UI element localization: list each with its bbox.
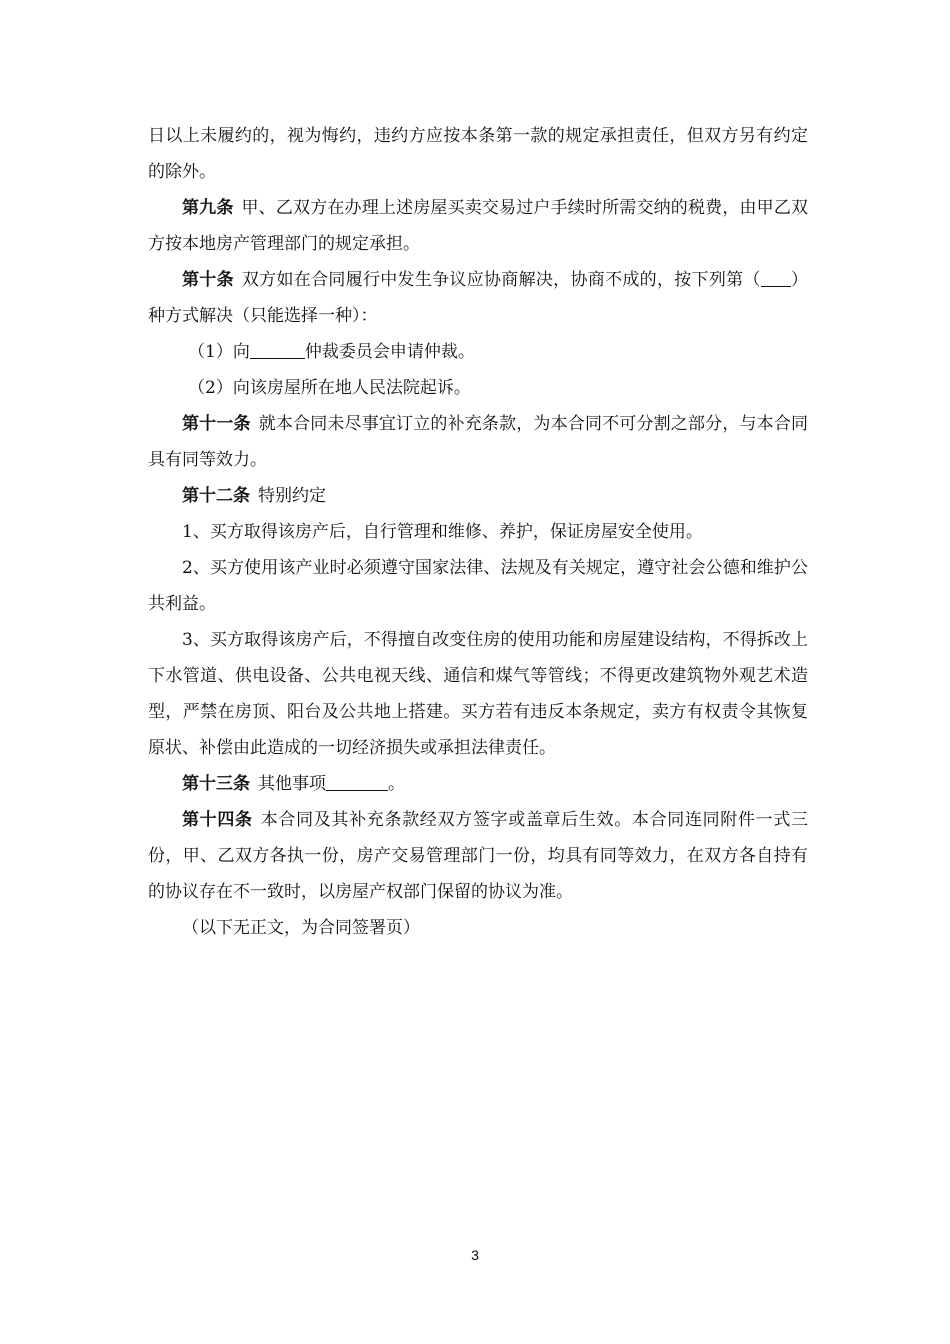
article-14 [148, 802, 808, 910]
article-9 [148, 190, 808, 262]
article-13-text: 其他事项 [258, 774, 326, 794]
paragraph-continuation: 日以上未履约的，视为悔约，违约方应按本条第一款的规定承担责任，但双方另有约定的除外。 [148, 126, 808, 182]
article-10-text-1: 双方如在合同履行中发生争议应协商解决，协商不成的，按下列第（ [241, 270, 761, 290]
article-14-text: 本合同及其补充条款经双方签字或盖章后生效。本合同连同附件一式三份，甲、乙双方各执一份，房产交易管理部门一份，均具有同等效力，在双方各自持有的协议存在不一致时，以房屋产权部门保留的协议为准。 [148, 810, 809, 902]
article-14-title: 第十四条 [182, 810, 253, 830]
article-13-title: 第十三条 [182, 774, 250, 794]
article-12-title: 第十二条 [182, 486, 250, 506]
article-12-item-2: 2、买方使用该产业时必须遵守国家法律、法规及有关规定，遵守社会公德和维护公共利益。 [148, 558, 808, 614]
article-10-text-2: ）种方式解决（只能选择一种）： [148, 270, 809, 326]
article-9-title: 第九条 [182, 198, 234, 218]
article-13: 第十三条 其他事项 。 [182, 774, 405, 794]
blank-field-choice [761, 268, 791, 287]
article-12-text: 特别约定 [258, 486, 326, 506]
article-10-title: 第十条 [182, 270, 234, 290]
article-10-option-1: （1）向 仲裁委员会申请仲裁。 [188, 342, 475, 362]
article-12 [148, 478, 808, 514]
article-12-item-1: 1、买方取得该房产后，自行管理和维修、养护，保证房屋安全使用。 [182, 522, 703, 542]
blank-field-other [326, 772, 388, 791]
article-12-item-3: 3、买方取得该房产后，不得擅自改变住房的使用功能和房屋建设结构，不得拆改上下水管道、供电设备、公共电视天线、通信和煤气等管线；不得更改建筑物外观艺术造型，严禁在房顶、阳台及公共地上搭建。买方若有违反本条规定，卖方有权责令其恢复原状、补偿由此造成的一切经济损失或承担法律责任。 [148, 630, 808, 758]
article-11-text: 就本合同未尽事宜订立的补充条款，为本合同不可分割之部分，与本合同具有同等效力。 [148, 414, 809, 470]
article-11-title: 第十一条 [182, 414, 251, 434]
article-9-text: 甲、乙双方在办理上述房屋买卖交易过户手续时所需交纳的税费，由甲乙双方按本地房产管理部门的规定承担。 [148, 198, 808, 254]
closing-note: （以下无正文，为合同签署页） [182, 918, 420, 938]
page-number: 3 [471, 1247, 479, 1263]
article-10 [148, 262, 808, 334]
article-10-option-2: （2）向该房屋所在地人民法院起诉。 [188, 378, 471, 398]
blank-field-arbitration [250, 340, 305, 359]
document-body [148, 118, 808, 946]
article-11 [148, 406, 808, 478]
